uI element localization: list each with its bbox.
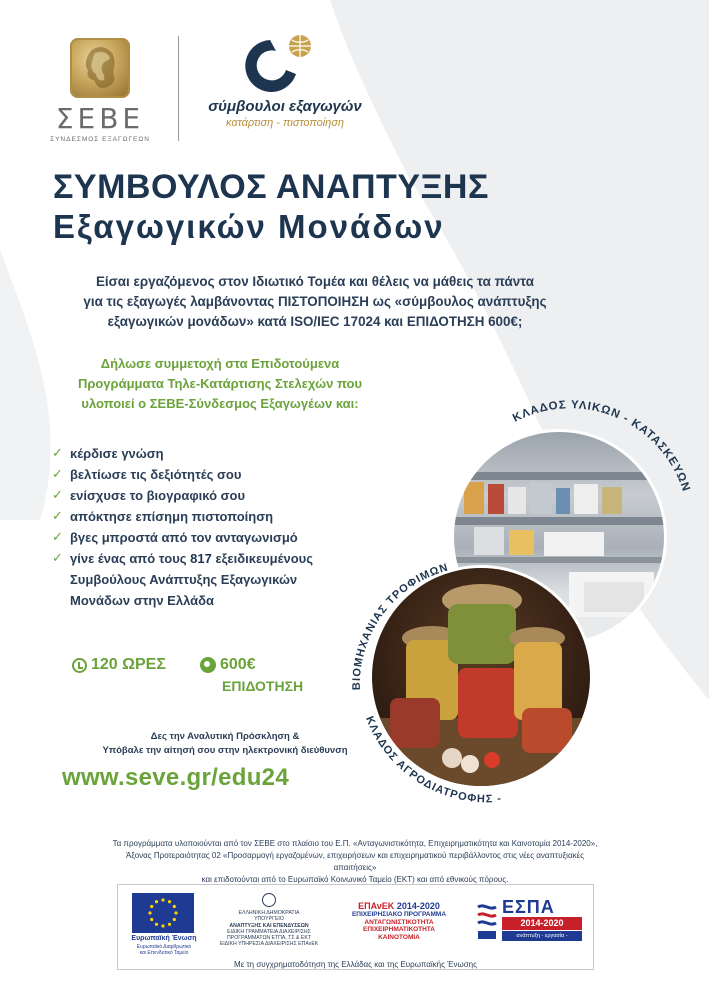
eu-fund-line: και Επενδυτικό Ταμείο: [139, 950, 189, 956]
benefit-text: απόκτησε επίσημη πιστοποίηση: [70, 509, 274, 524]
checkmark-icon: ✓: [52, 530, 63, 545]
epanek-line: ΚΑΙΝΟΤΟΜΙΑ: [378, 933, 420, 941]
invite-line: υλοποιεί ο ΣΕΒΕ-Σύνδεσμος Εξαγωγέων και:: [81, 396, 359, 411]
epanek-name: ΕΠΑνΕΚ: [358, 901, 395, 911]
eu-fund-line: Ευρωπαϊκό Διαρθρωτικό: [136, 944, 192, 950]
espa-flag-icon: [476, 901, 498, 941]
checkmark-icon: ✓: [52, 446, 63, 461]
ministry-line: ΥΠΟΥΡΓΕΙΟ: [254, 916, 284, 923]
seve-brand-subtitle: ΣΥΝΔΕΣΜΟΣ ΕΞΑΓΩΓΕΩΝ: [50, 136, 150, 143]
epanek-logo: [340, 901, 458, 941]
benefit-text: ενίσχυσε το βιογραφικό σου: [70, 488, 246, 503]
benefit-text: [70, 548, 313, 611]
benefit-prefix: γίνε ένας από τους: [70, 551, 191, 566]
benefit-item: [52, 464, 382, 485]
checkmark-icon: ✓: [52, 551, 63, 566]
seve-medal-emblem: [70, 38, 130, 98]
food-industry-text: ΒΙΟΜΗΧΑΝΙΑΣ ΤΡΟΦΙΜΩΝ: [350, 561, 450, 691]
disclaimer-line: και επιδοτούνται από το Ευρωπαϊκό Κοινωνικό Ταμείο (ΕΚΤ) και από εθνικούς πόρους.: [201, 875, 509, 884]
benefit-line2: Συμβούλους Ανάπτυξης Εξαγωγικών: [70, 572, 298, 587]
epanek-years: 2014-2020: [396, 901, 440, 911]
checkmark-icon: ✓: [52, 488, 63, 503]
epanek-line: ΑΝΤΑΓΩΝΙΣΤΙΚΟΤΗΤΑ: [364, 918, 434, 926]
food-sector-label: [340, 540, 640, 820]
eu-flag-icon: [132, 893, 194, 933]
benefit-suffix: εξειδικευμένους: [211, 551, 313, 566]
subsidy-stat: [200, 656, 256, 674]
seve-logo: [50, 38, 150, 143]
checkmark-icon: ✓: [52, 467, 63, 482]
hours-stat: [72, 656, 166, 674]
funding-disclaimer: [110, 838, 600, 886]
ministry-line: ΑΝΑΠΤΥΞΗΣ ΚΑΙ ΕΠΕΝΔΥΣΕΩΝ: [229, 922, 309, 929]
headline-line2: Εξαγωγικών Μονάδων: [53, 208, 445, 245]
svg-text:ΚΛΑΔΟΣ ΥΛΙΚΩΝ - ΚΑΤΑΣΚΕΥΩΝ: [511, 400, 692, 494]
invite-line: Δήλωσε συμμετοχή στα Επιδοτούμενα: [100, 356, 340, 371]
intro-line: για τις εξαγωγές λαμβάνοντας ΠΙΣΤΟΠΟΙΗΣΗ ως «σύμβουλος ανάπτυξης: [83, 294, 547, 309]
advisors-subtitle: κατάρτιση - πιστοποίηση: [226, 117, 344, 129]
espa-tagline: ανάπτυξη - εργασία - αλληλεγγύη: [502, 931, 582, 941]
export-advisors-logo: [200, 34, 370, 129]
coin-icon: [200, 657, 216, 673]
ministry-line: ΕΙΔΙΚΗ ΓΡΑΜΜΑΤΕΙΑ ΔΙΑΧΕΙΡΙΣΗΣ: [227, 928, 311, 935]
ministry-line: ΕΛΛΗΝΙΚΗ ΔΗΜΟΚΡΑΤΙΑ: [238, 910, 300, 916]
invite-line: Προγράμματα Τηλε-Κατάρτισης Στελεχών που: [77, 376, 363, 391]
benefit-item: [52, 485, 382, 506]
disclaimer-line: Τα προγράμματα υλοποιούνται από τον ΣΕΒΕ στο πλαίσιο του Ε.Π. «Ανταγωνιστικότητα, Επιχειρηματικότητα και Καινοτομία 2014-2020»,: [112, 839, 598, 848]
espa-years: 2014-2020: [502, 917, 582, 930]
benefit-item: [52, 443, 382, 464]
intro-line: Είσαι εργαζόμενος στον Ιδιωτικό Τομέα και θέλεις να μάθεις τα πάντα: [96, 274, 534, 289]
eu-label: Ευρωπαϊκή Ένωση: [131, 935, 197, 942]
seve-brand-name: ΣΕΒΕ: [55, 102, 145, 135]
headline-line1: ΣΥΜΒΟΥΛΟΣ ΑΝΑΠΤΥΞΗΣ: [53, 168, 489, 206]
greek-ministry-logo: [214, 893, 324, 948]
espa-name: ΕΣΠΑ: [502, 897, 555, 917]
subsidy-amount: 600€: [220, 656, 256, 673]
eu-fund-label: [124, 944, 204, 956]
advisors-title: σύμβουλοι εξαγωγών: [208, 98, 362, 115]
benefits-list: [52, 443, 382, 611]
materials-sector-text: ΚΛΑΔΟΣ ΥΛΙΚΩΝ - ΚΑΤΑΣΚΕΥΩΝ: [510, 400, 692, 494]
advisors-count: 817: [190, 551, 212, 566]
hours-value: 120 ΩΡΕΣ: [91, 656, 166, 673]
invite-text: [60, 354, 380, 414]
svg-text:ΒΙΟΜΗΧΑΝΙΑΣ ΤΡΟΦΙΜΩΝ: [351, 562, 450, 691]
clock-icon: [72, 658, 87, 673]
cofunding-caption: Με τη συγχρηματοδότηση της Ελλάδας και της Ευρωπαϊκής Ένωσης: [234, 960, 477, 969]
application-url-link[interactable]: www.seve.gr/edu24: [62, 764, 289, 791]
ministry-line: ΠΡΟΓΡΑΜΜΑΤΩΝ ΕΤΠΑ, ΤΣ & ΕΚΤ: [227, 935, 311, 942]
agrifood-text: ΚΛΑΔΟΣ ΑΓΡΟΔΙΑΤΡΟΦΗΣ -: [363, 714, 503, 806]
subsidy-label: ΕΠΙΔΟΤΗΣΗ: [222, 678, 304, 694]
benefit-item: [52, 548, 382, 611]
epanek-line: ΕΠΙΧΕΙΡΗΣΙΑΚΟ ΠΡΟΓΡΑΜΜΑ: [351, 911, 447, 918]
benefit-line3: Μονάδων στην Ελλάδα: [70, 593, 215, 608]
epanek-line: ΕΠΙΧΕΙΡΗΜΑΤΙΚΟΤΗΤΑ: [363, 926, 435, 933]
intro-line: εξαγωγικών μονάδων» κατά ISO/IEC 17024 και ΕΠΙΔΟΤΗΣΗ 600€;: [107, 314, 523, 329]
cta-line: Υπόβαλε την αίτησή σου στην ηλεκτρονική διεύθυνση: [102, 745, 348, 756]
sponsor-logos-box: [117, 884, 594, 970]
benefit-text: βγες μπροστά από τον ανταγωνισμό: [70, 530, 298, 545]
benefit-text: κέρδισε γνώση: [70, 446, 164, 461]
espa-logo: [476, 897, 584, 949]
svg-text:ΚΛΑΔΟΣ ΑΓΡΟΔΙΑΤΡΟΦΗΣ -: [363, 715, 502, 806]
header-divider: [178, 36, 179, 141]
cta-line: Δες την Αναλυτική Πρόσκληση &: [150, 731, 300, 742]
checkmark-icon: ✓: [52, 509, 63, 524]
benefit-text: βελτίωσε τις δεξιότητές σου: [70, 467, 242, 482]
greek-emblem-icon: [262, 893, 276, 907]
benefit-item: [52, 506, 382, 527]
intro-text: [60, 272, 570, 332]
advisors-globe-icon: [240, 34, 330, 94]
benefit-item: [52, 527, 382, 548]
disclaimer-line: Άξονας Προτεραιότητας 02 «Προσαρμογή εργαζομένων, επιχειρήσεων και επιχειρηματικού περιβάλλοντος στις νέες αναπτυξιακές απαιτήσεις»: [126, 851, 584, 872]
ministry-line: ΕΙΔΙΚΗ ΥΠΗΡΕΣΙΑ ΔΙΑΧΕΙΡΙΣΗΣ ΕΠΑνΕΚ: [219, 941, 319, 948]
